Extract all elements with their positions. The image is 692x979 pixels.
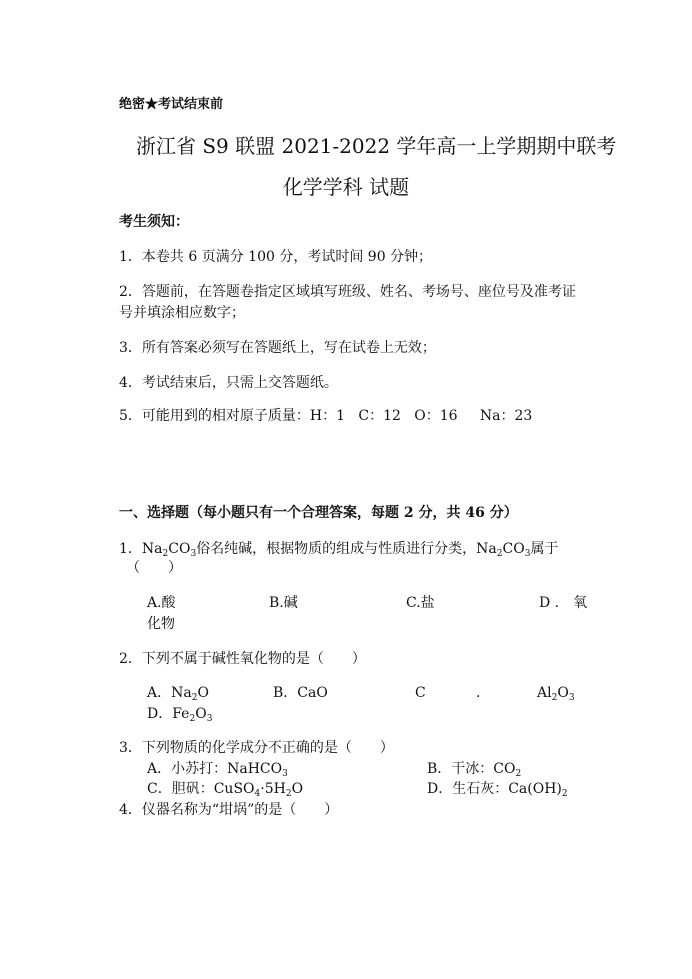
atomic-mass-na: Na：23 bbox=[479, 408, 533, 424]
atomic-mass-o: O：16 bbox=[414, 408, 458, 424]
q1-text: CO bbox=[168, 541, 191, 557]
q3-c-text: C．胆矾：CuSO bbox=[147, 781, 255, 797]
section-heading: 一、选择题（每小题只有一个合理答案，每题 2 分，共 46 分） bbox=[119, 505, 518, 521]
q1-text: CO bbox=[502, 541, 525, 557]
atomic-mass-h: H：1 bbox=[309, 408, 346, 424]
notice-item-3: 3．所有答案必须写在答题纸上，写在试卷上无效； bbox=[119, 340, 436, 356]
question-1-answer-blank: （ ） bbox=[126, 560, 182, 576]
q1-option-d: D ． 氧 bbox=[539, 595, 588, 611]
q3-c-sub: 4 bbox=[254, 789, 261, 799]
notice-heading: 考生须知： bbox=[119, 214, 189, 230]
q2-c-text: O bbox=[557, 685, 569, 701]
page-title: 浙江省 S9 联盟 2021-2022 学年高一上学期期中联考 bbox=[136, 134, 617, 158]
q2-a-sub: 2 bbox=[191, 693, 198, 703]
q1-text: 俗名纯碱，根据物质的组成与性质进行分类，Na bbox=[196, 541, 497, 557]
q3-a-sub: 3 bbox=[282, 769, 288, 779]
q1-option-b: B.碱 bbox=[269, 595, 298, 611]
q1-option-c: C.盐 bbox=[406, 595, 435, 611]
notice-item-5-label: 5．可能用到的相对原子质量： bbox=[119, 408, 310, 424]
q1-text: 1．Na bbox=[119, 541, 163, 557]
q1-option-d-cont: 化物 bbox=[147, 616, 175, 632]
q3-option-c bbox=[147, 780, 303, 798]
q3-b-sub: 2 bbox=[515, 769, 522, 779]
q2-a-text: O bbox=[197, 685, 209, 701]
q3-a-text: A．小苏打：NaHCO bbox=[147, 761, 283, 777]
q2-option-b: B．CaO bbox=[273, 685, 328, 701]
q1-sub: 3 bbox=[190, 549, 197, 559]
question-2-stem: 2．下列不属于碱性氧化物的是（ ） bbox=[119, 651, 366, 667]
q1-sub: 2 bbox=[162, 549, 169, 559]
q2-option-c-label: C bbox=[415, 685, 426, 701]
q1-sub: 3 bbox=[524, 549, 531, 559]
q2-a-text: A．Na bbox=[147, 685, 192, 701]
page-subtitle: 化学学科 试题 bbox=[282, 175, 410, 199]
q2-option-d bbox=[147, 705, 212, 723]
q2-d-sub: 3 bbox=[206, 714, 213, 724]
q2-d-text: O bbox=[195, 706, 207, 722]
q2-c-sub: 3 bbox=[568, 693, 575, 703]
q3-option-a bbox=[147, 760, 288, 778]
q3-c-sub: 2 bbox=[285, 789, 292, 799]
question-3-stem: 3．下列物质的化学成分不正确的是（ ） bbox=[119, 740, 394, 756]
q2-option-c-value bbox=[537, 684, 575, 702]
q1-option-a: A.酸 bbox=[147, 595, 176, 611]
q2-option-c-dot: . bbox=[476, 685, 481, 701]
q3-d-sub: 2 bbox=[561, 789, 568, 799]
question-4-stem: 4．仪器名称为“坩埚”的是（ ） bbox=[119, 802, 339, 818]
notice-item-2: 2．答题前，在答题卷指定区域填写班级、姓名、考场号、座位号及准考证 bbox=[119, 284, 576, 300]
q3-d-text: D．生石灰：Ca(OH) bbox=[427, 781, 562, 797]
q2-d-sub: 2 bbox=[189, 714, 196, 724]
q1-text: 属于 bbox=[530, 541, 559, 557]
q2-c-text: Al bbox=[537, 685, 552, 701]
question-1-stem bbox=[119, 540, 558, 558]
q3-option-b bbox=[427, 760, 521, 778]
notice-item-5 bbox=[119, 407, 532, 425]
notice-item-2-cont: 号并填涂相应数字； bbox=[119, 305, 245, 321]
q3-c-text: O bbox=[291, 781, 304, 797]
q1-sub: 2 bbox=[496, 549, 503, 559]
q2-d-text: D．Fe bbox=[147, 706, 190, 722]
notice-item-4: 4．考试结束后，只需上交答题纸。 bbox=[119, 375, 338, 391]
confidential-label: 绝密★考试结束前 bbox=[119, 97, 224, 112]
q3-b-text: B．干冰：CO bbox=[427, 761, 516, 777]
q3-c-text: ·5H bbox=[260, 781, 286, 797]
q3-option-d bbox=[427, 780, 568, 798]
atomic-mass-c: C：12 bbox=[358, 408, 401, 424]
q2-option-a bbox=[147, 684, 209, 702]
q2-c-sub: 2 bbox=[551, 693, 558, 703]
notice-item-1: 1．本卷共 6 页满分 100 分，考试时间 90 分钟； bbox=[119, 249, 433, 265]
